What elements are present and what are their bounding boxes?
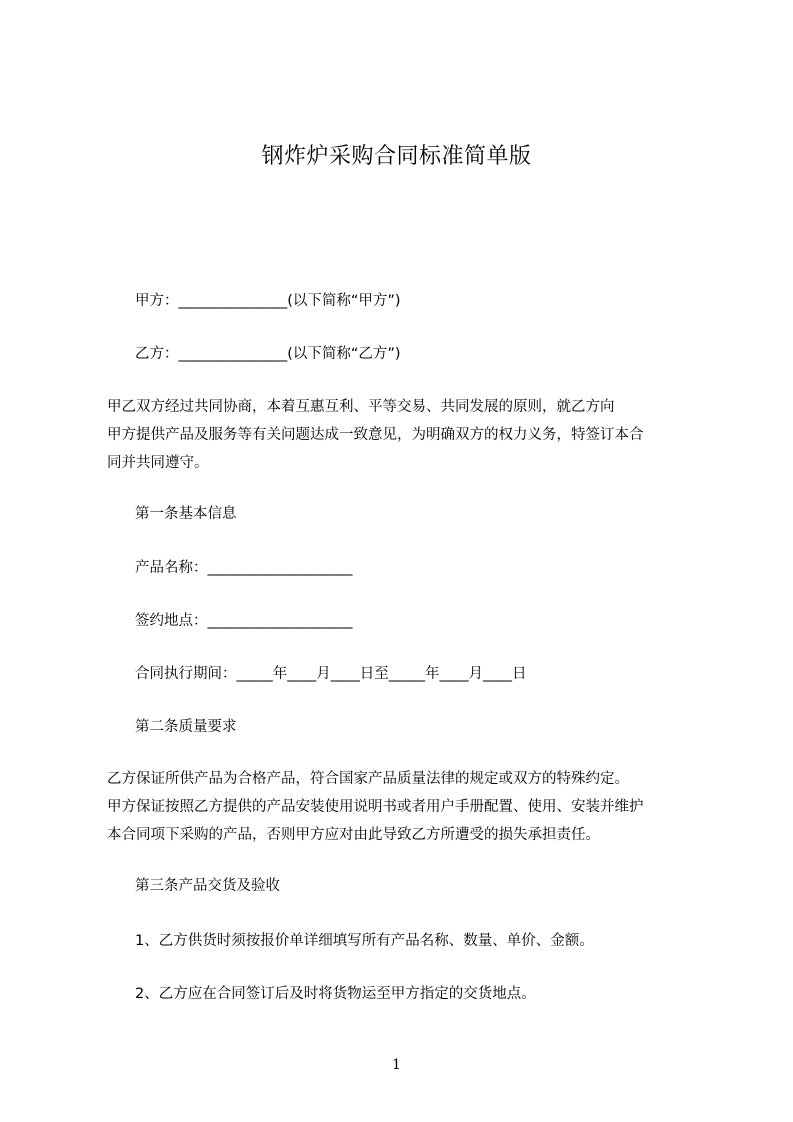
- intro-paragraph: [107, 393, 687, 477]
- intro-line-1: 甲乙双方经过共同协商，本着互惠互利、平等交易、共同发展的原则，就乙方向: [107, 399, 615, 415]
- page-number: 1: [392, 1057, 401, 1073]
- article-1-heading: 第一条基本信息: [135, 506, 237, 522]
- article-2-heading: 第二条质量要求: [135, 719, 237, 735]
- intro-line-3: 同并共同遵守。: [107, 455, 209, 471]
- party-b-line: 乙方：_______________(以下简称“乙方”): [135, 346, 401, 362]
- signing-place-line: 签约地点：____________________: [135, 613, 353, 629]
- product-name-line: 产品名称：____________________: [135, 560, 353, 576]
- quality-line-1: 乙方保证所供产品为合格产品，符合国家产品质量法律的规定或双方的特殊约定。: [107, 771, 629, 787]
- quality-line-3: 本合同项下采购的产品，否则甲方应对由此导致乙方所遭受的损失承担责任。: [107, 827, 600, 843]
- quality-paragraph: [107, 765, 687, 849]
- contract-period-line: 合同执行期间：_____年____月____日至_____年____月____日: [135, 666, 527, 682]
- article-3-heading: 第三条产品交货及验收: [135, 878, 280, 894]
- item-1-line: 1、乙方供货时须按报价单详细填写所有产品名称、数量、单价、金额。: [135, 933, 594, 949]
- item-2-line: 2、乙方应在合同签订后及时将货物运至甲方指定的交货地点。: [135, 986, 536, 1002]
- intro-line-2: 甲方提供产品及服务等有关问题达成一致意见，为明确双方的权力义务，特签订本合: [107, 427, 644, 443]
- quality-line-2: 甲方保证按照乙方提供的产品安装使用说明书或者用户手册配置、使用、安装并维护: [107, 799, 644, 815]
- party-a-line: 甲方：_______________(以下简称“甲方”): [135, 293, 401, 309]
- document-title: 钢炸炉采购合同标准简单版: [261, 144, 532, 169]
